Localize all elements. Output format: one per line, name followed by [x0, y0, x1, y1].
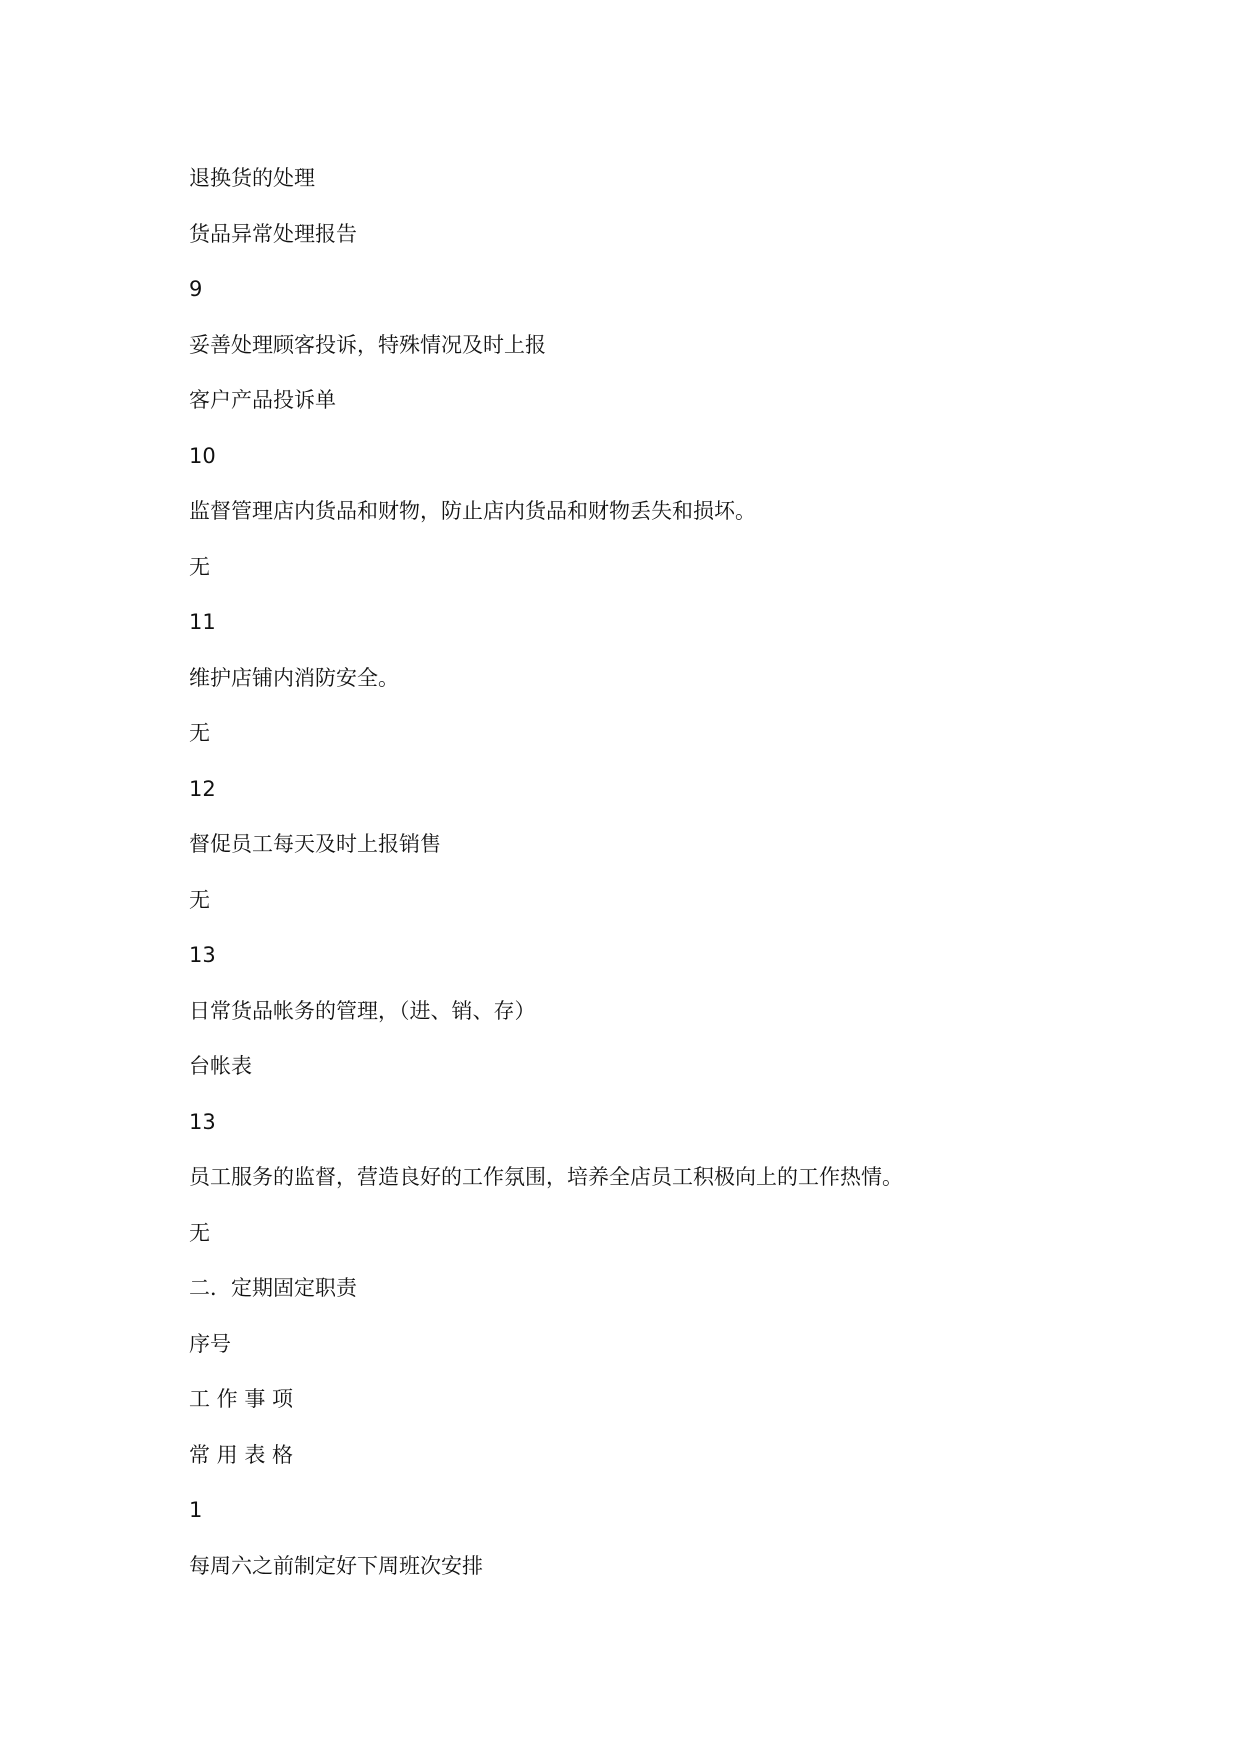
item-number: 13: [189, 943, 216, 967]
text-line: 无: [189, 554, 210, 579]
text-line: 序号: [189, 1331, 231, 1356]
item-number: 10: [189, 443, 216, 468]
text-line: 无: [189, 1220, 210, 1245]
item-number: 9: [189, 277, 203, 301]
item-number: 1: [189, 1498, 203, 1522]
text-line: 货品异常处理报告: [189, 221, 357, 246]
text-line: 督促员工每天及时上报销售: [189, 832, 441, 856]
text-line: 客户产品投诉单: [189, 388, 336, 412]
document-body: [189, 160, 1149, 1603]
text-line: 每周六之前制定好下周班次安排: [189, 1553, 483, 1578]
text-line: 台帐表: [189, 1054, 252, 1078]
text-line: 工 作 事 项: [189, 1387, 294, 1411]
item-number: 13: [189, 1109, 216, 1134]
text-line: 常 用 表 格: [189, 1442, 294, 1467]
text-line: 二．定期固定职责: [189, 1276, 357, 1300]
text-line: 无: [189, 721, 210, 745]
text-line: 日常货品帐务的管理，（进、销、存）: [189, 998, 536, 1023]
text-line: 退换货的处理: [189, 166, 315, 190]
item-number: 12: [189, 776, 216, 801]
text-line: 妥善处理顾客投诉，特殊情况及时上报: [189, 332, 546, 357]
text-line: 监督管理店内货品和财物，防止店内货品和财物丢失和损坏。: [189, 499, 756, 523]
text-line: 维护店铺内消防安全。: [189, 665, 399, 690]
text-line: 员工服务的监督，营造良好的工作氛围，培养全店员工积极向上的工作热情。: [189, 1165, 903, 1189]
item-number: 11: [189, 610, 216, 634]
text-line: 无: [189, 887, 210, 912]
